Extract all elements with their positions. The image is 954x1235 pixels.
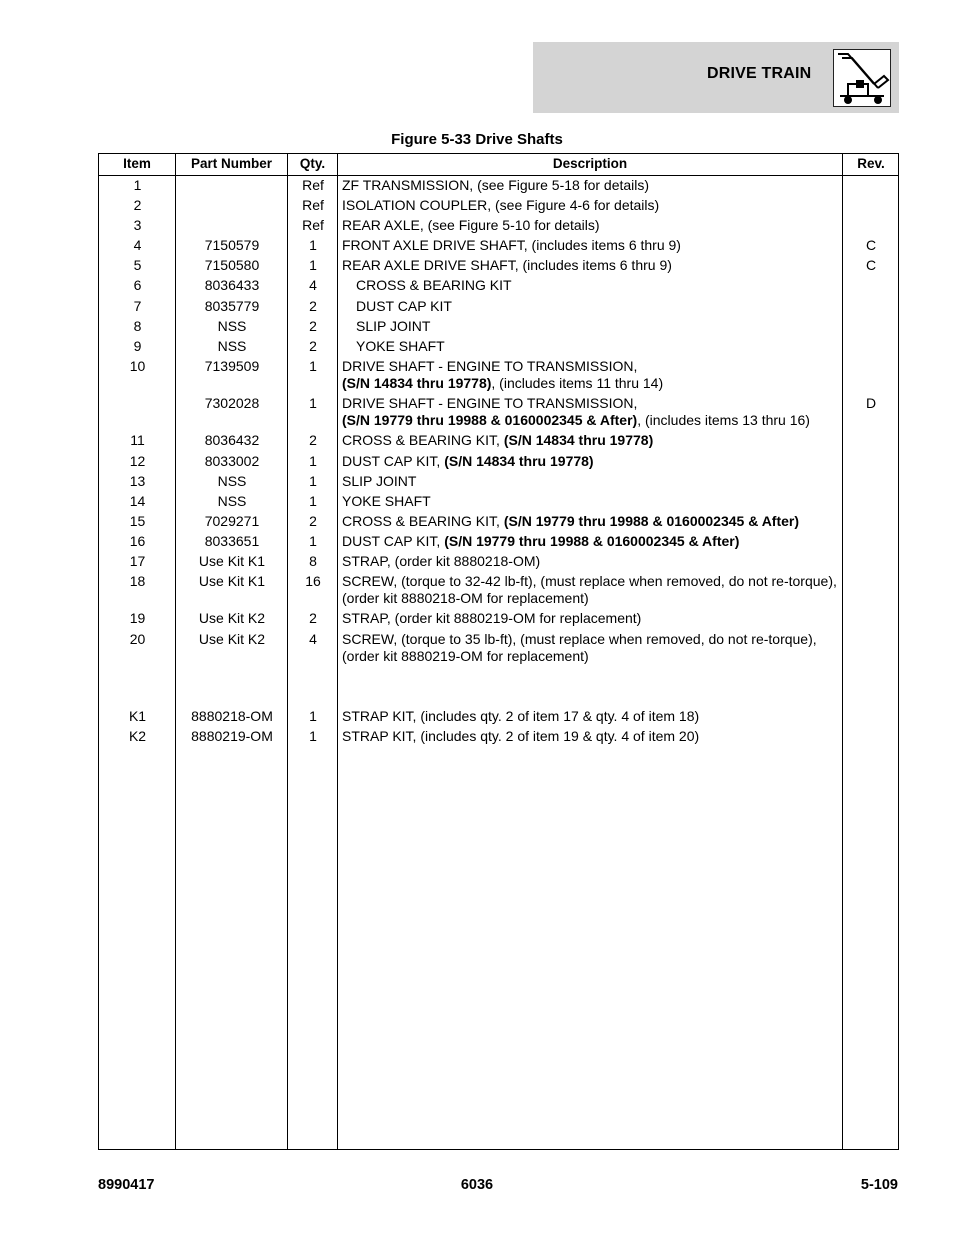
description-line [356,318,856,335]
description-line [342,573,842,590]
description-text: STRAP, (order kit 8880218-OM) [342,553,541,569]
description-line [356,338,856,355]
quantity: 1 [309,358,317,374]
description-line [342,237,842,254]
part-number: 8036433 [204,277,260,293]
footer-document-number: 8990417 [98,1177,155,1193]
description [342,318,856,335]
serial-range: (S/N 14834 thru 19778) [503,432,654,448]
description [342,553,842,570]
description [342,298,856,315]
description-text: DRIVE SHAFT - ENGINE TO TRANSMISSION, [342,358,638,374]
item-number: 3 [133,217,142,233]
part-number: NSS [217,318,247,334]
description-line [342,412,842,429]
description-text: SLIP JOINT [356,318,431,334]
description-line [356,298,856,315]
revision: D [865,395,877,411]
quantity: 1 [309,395,317,411]
column-header-description: Description [552,156,628,171]
footer-model-number: 6036 [460,1177,494,1193]
description [342,217,842,234]
header-divider [99,175,898,176]
item-number: 4 [133,237,142,253]
part-number: NSS [217,473,247,489]
quantity: 16 [305,573,321,589]
part-number: 8033651 [204,533,260,549]
description [342,358,842,392]
description [342,257,842,274]
description-text: SCREW, (torque to 35 lb-ft), (must replace when removed, do not re-torque), [342,631,817,647]
item-number: 19 [129,610,146,626]
boom-lift-icon [833,49,891,107]
item-number: K2 [128,728,147,744]
item-number: 11 [130,432,145,448]
description [342,513,842,530]
description-line [342,257,842,274]
quantity: 4 [309,277,317,293]
part-number: 8033002 [204,453,260,469]
description [342,610,842,627]
quantity: 2 [309,318,317,334]
description-line [342,358,842,375]
description [342,473,842,490]
description [342,533,842,550]
serial-range: (S/N 19779 thru 19988 & 0160002345 & After) [342,412,638,428]
quantity: 1 [309,533,317,549]
item-number: 15 [129,513,146,529]
quantity: Ref [302,177,324,193]
quantity: 2 [309,513,317,529]
serial-range: (S/N 14834 thru 19778) [342,375,492,391]
item-number: 20 [129,631,146,647]
part-number: 7302028 [204,395,260,411]
description-text: CROSS & BEARING KIT, [342,432,504,448]
quantity: 1 [309,493,317,509]
description-text: STRAP, (order kit 8880219-OM for replacement) [342,610,642,626]
description-text: ISOLATION COUPLER, (see Figure 4-6 for details) [342,197,660,213]
description-line [342,533,842,550]
quantity: 1 [309,453,317,469]
quantity: 4 [309,631,317,647]
part-number: 7150579 [204,237,260,253]
part-number: 7139509 [204,358,260,374]
description [342,177,842,194]
part-number: NSS [217,493,247,509]
description [342,197,842,214]
quantity: 1 [309,237,317,253]
description-text: FRONT AXLE DRIVE SHAFT, (includes items 6 thru 9) [342,237,681,253]
column-header-part-number: Part Number [190,156,273,171]
description-line [342,631,842,648]
description-line [342,708,842,725]
description [342,277,856,294]
item-number: 8 [133,318,142,334]
item-number: 17 [129,553,146,569]
description [342,708,842,725]
description [342,728,842,745]
description-text: ZF TRANSMISSION, (see Figure 5-18 for details) [342,177,650,193]
item-number: 9 [133,338,142,354]
item-number: 16 [129,533,146,549]
part-number: NSS [217,338,247,354]
description [342,237,842,254]
quantity: Ref [302,217,324,233]
column-header-qty: Qty. [299,156,326,171]
description-line [342,197,842,214]
part-number: 8036432 [204,432,260,448]
description-line [342,590,842,607]
description-line [342,217,842,234]
quantity: 1 [309,708,317,724]
item-number: 18 [129,573,146,589]
item-number: K1 [128,708,147,724]
description-line [342,610,842,627]
parts-table [98,153,899,1150]
revision: C [865,237,877,253]
description-line [342,395,842,412]
quantity: 1 [309,257,317,273]
description-line [342,648,842,665]
section-title: DRIVE TRAIN [707,65,812,82]
description-text: CROSS & BEARING KIT, [342,513,504,529]
description-text: (order kit 8880219-OM for replacement) [342,648,589,664]
column-header-item: Item [123,156,151,171]
serial-range: (S/N 19779 thru 19988 & 0160002345 & After) [503,513,800,529]
quantity: 1 [309,728,317,744]
serial-range: (S/N 19779 thru 19988 & 0160002345 & After) [444,533,740,549]
description-line [342,177,842,194]
quantity: Ref [302,197,324,213]
item-number: 14 [129,493,146,509]
column-header-rev: Rev. [857,156,885,171]
part-number: 8035779 [204,298,260,314]
description-text: STRAP KIT, (includes qty. 2 of item 19 & qty. 4 of item 20) [342,728,700,744]
description-text: (order kit 8880218-OM for replacement) [342,590,589,606]
description [342,432,842,449]
description-line [342,473,842,490]
figure-title: Figure 5-33 Drive Shafts [391,131,563,148]
description-text: , (includes items 13 thru 16) [637,412,810,428]
description-text: REAR AXLE, (see Figure 5-10 for details) [342,217,600,233]
description-text: STRAP KIT, (includes qty. 2 of item 17 & qty. 4 of item 18) [342,708,700,724]
description-text: REAR AXLE DRIVE SHAFT, (includes items 6 thru 9) [342,257,672,273]
quantity: 1 [309,473,317,489]
item-number: 2 [133,197,142,213]
part-number: 8880218-OM [191,708,273,724]
description-text: DUST CAP KIT, [342,453,445,469]
description-text: YOKE SHAFT [342,493,431,509]
part-number: 7029271 [204,513,260,529]
item-number: 10 [129,358,146,374]
part-number: Use Kit K2 [198,631,266,647]
description-text: DUST CAP KIT [356,298,452,314]
item-number: 12 [129,453,146,469]
quantity: 2 [309,432,317,448]
description-line [342,453,842,470]
section-header [533,42,899,113]
description-text: DUST CAP KIT, [342,533,445,549]
description-line [342,553,842,570]
description-text: CROSS & BEARING KIT [356,277,512,293]
description-text: SLIP JOINT [342,473,417,489]
description-text: , (includes items 11 thru 14) [491,375,664,391]
description-line [342,375,842,392]
part-number: Use Kit K1 [198,553,266,569]
item-number: 6 [133,277,142,293]
item-number: 1 [133,177,142,193]
quantity: 2 [309,610,317,626]
description-text: SCREW, (torque to 32-42 lb-ft), (must replace when removed, do not re-torque), [342,573,837,589]
item-number: 7 [133,298,142,314]
description-line [342,728,842,745]
description-line [342,432,842,449]
description [342,573,842,607]
footer-page-number: 5-109 [860,1177,898,1193]
description [342,395,842,429]
item-number: 5 [133,257,142,273]
quantity: 2 [309,338,317,354]
serial-range: (S/N 14834 thru 19778) [444,453,594,469]
quantity: 2 [309,298,317,314]
item-number: 13 [129,473,146,489]
part-number: 7150580 [204,257,260,273]
description [342,338,856,355]
part-number: 8880219-OM [191,728,273,744]
part-number: Use Kit K1 [198,573,266,589]
description-line [342,513,842,530]
description-line [342,493,842,510]
description [342,453,842,470]
description [342,493,842,510]
description [342,631,842,665]
revision: C [865,257,877,273]
part-number: Use Kit K2 [198,610,266,626]
description-text: YOKE SHAFT [356,338,445,354]
quantity: 8 [309,553,317,569]
description-line [356,277,856,294]
description-text: DRIVE SHAFT - ENGINE TO TRANSMISSION, [342,395,638,411]
